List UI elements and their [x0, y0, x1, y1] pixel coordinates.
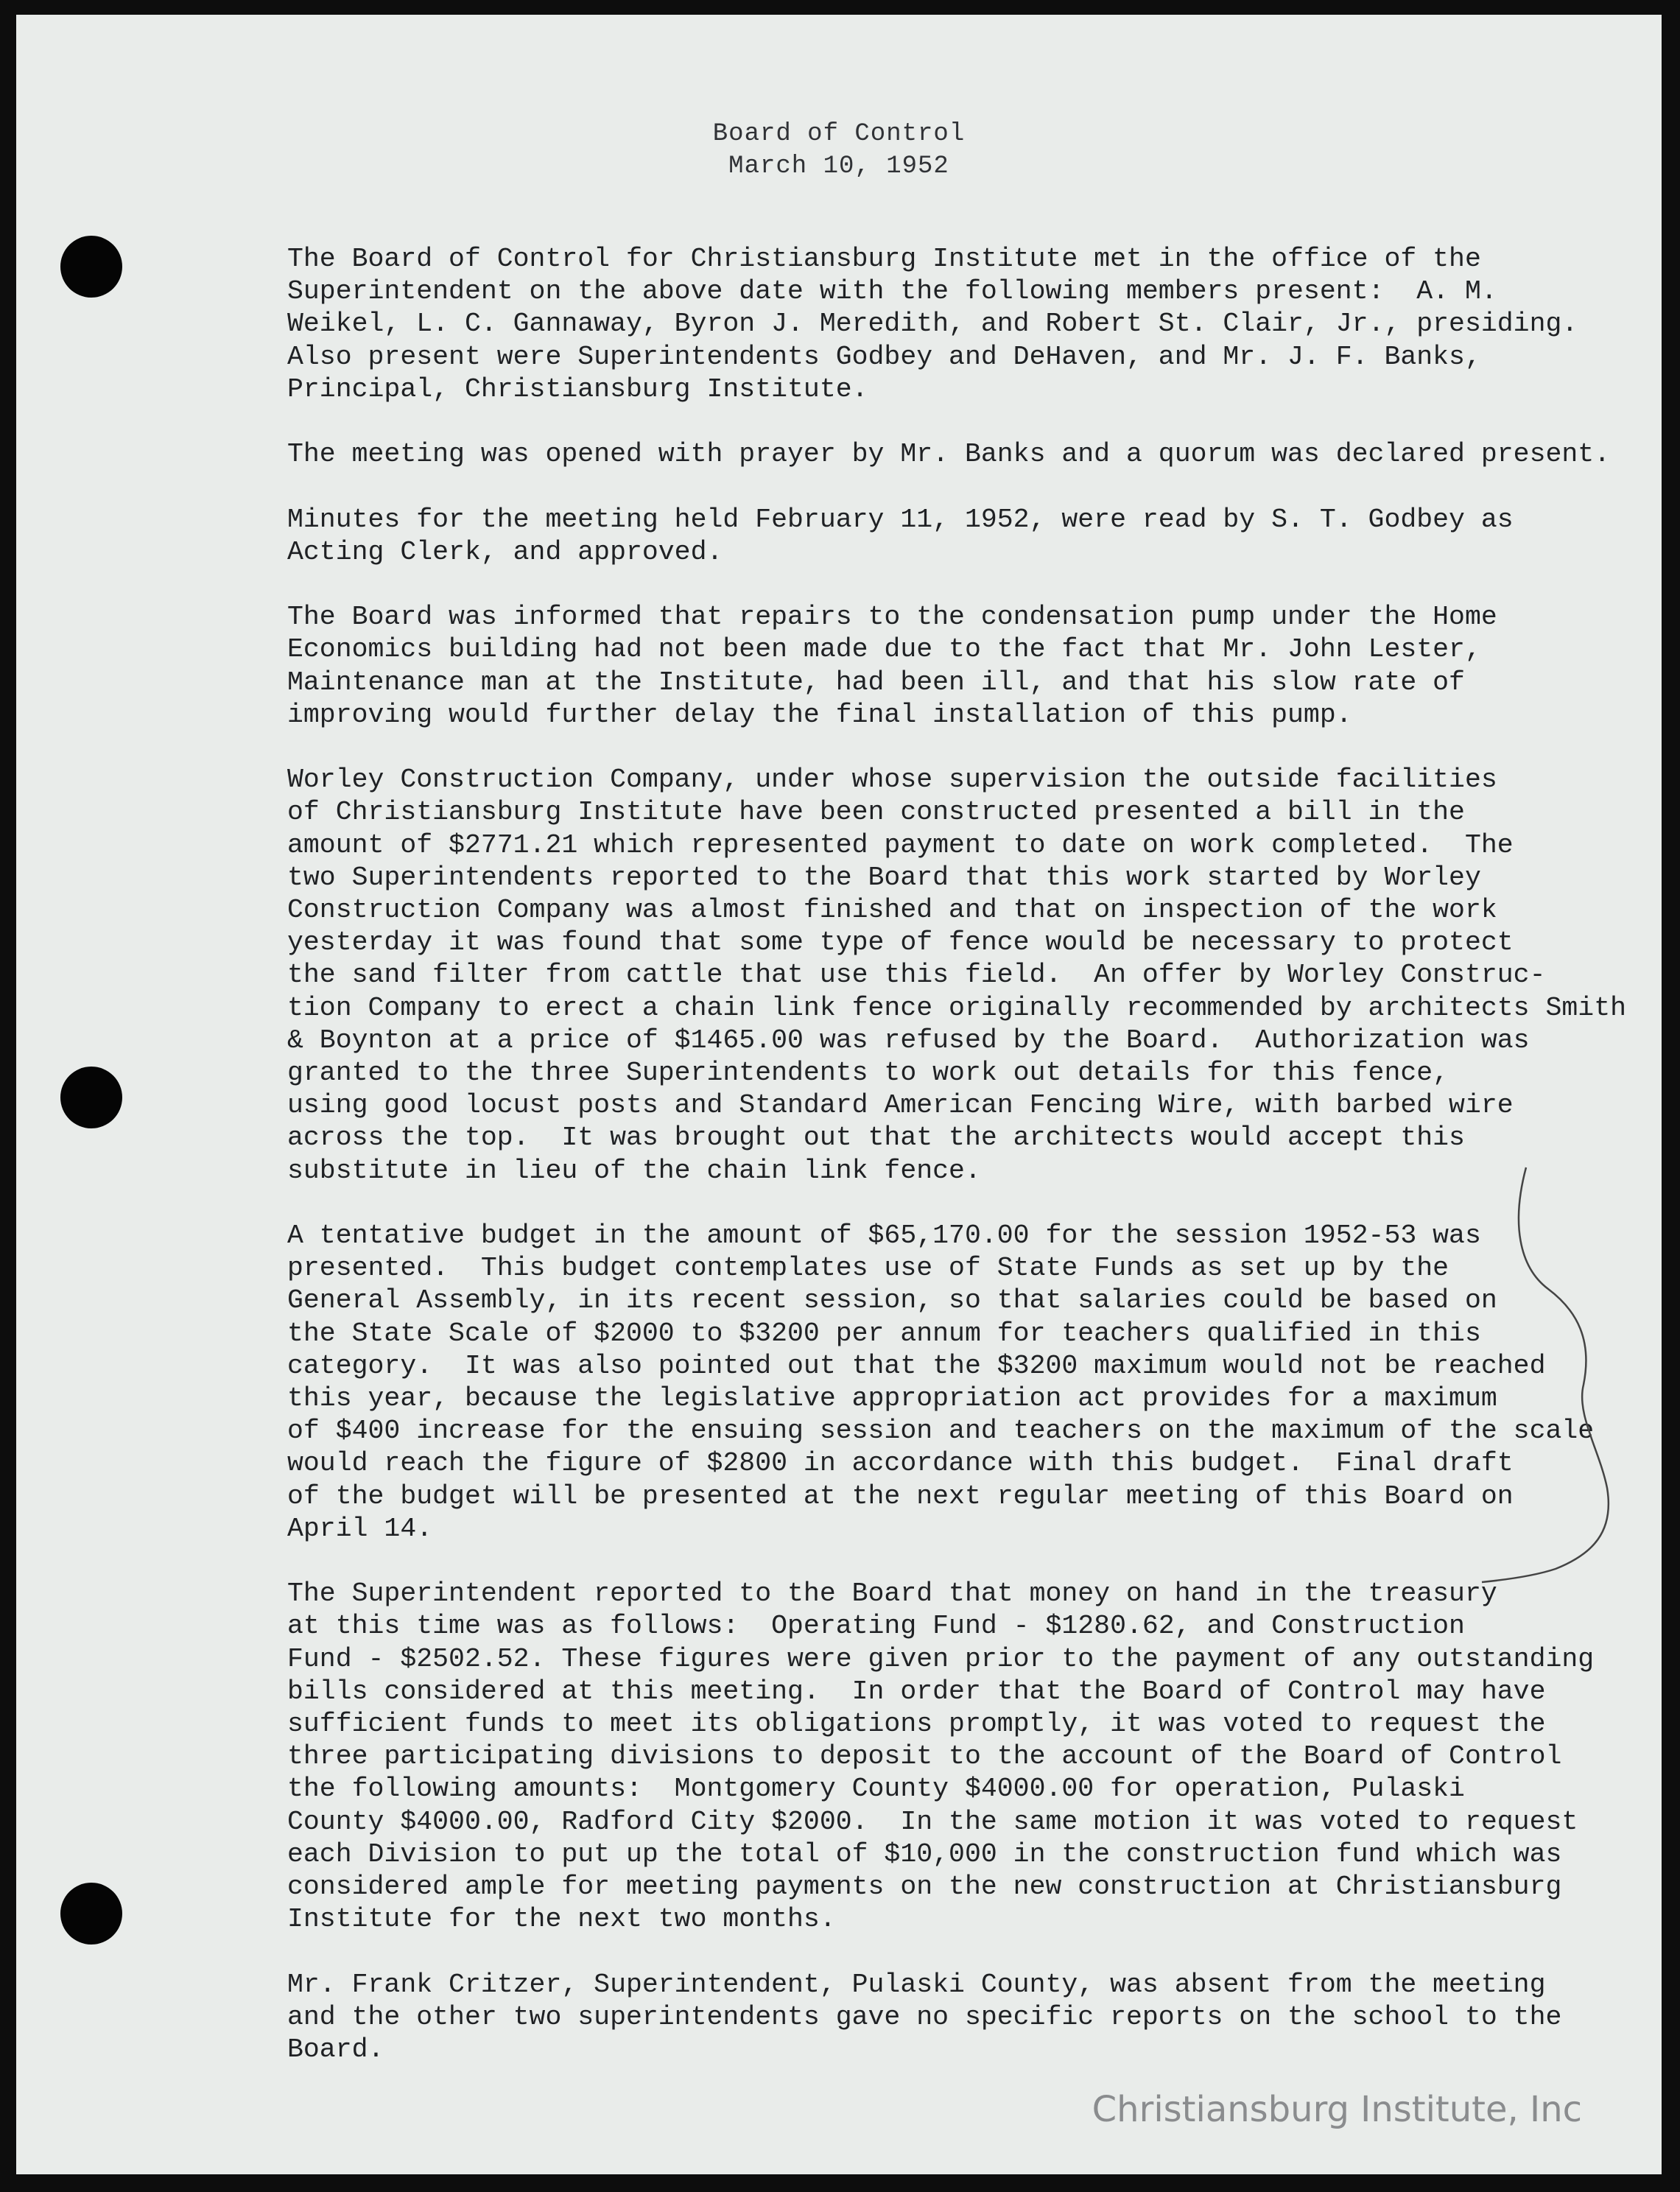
watermark: Christiansburg Institute, Inc: [1092, 2089, 1582, 2130]
punch-hole-middle: [60, 1067, 122, 1128]
punch-hole-top: [60, 236, 122, 298]
paragraph-attendance: The Board of Control for Christiansburg Institute met in the office of the Superintendent on the above date with the following members present: A. M. Weikel, L. C. Gannaway, Byron J. Meredith, and Robert St. Clair, Jr., presiding. Also present were Superintendents Godbey and DeHaven, and Mr. J. F. Banks, Principal, Christiansburg Institute.: [287, 244, 1578, 404]
paragraph-opening: The meeting was opened with prayer by Mr. Banks and a quorum was declared present.: [287, 439, 1611, 470]
paragraph-pump-repairs: The Board was informed that repairs to the condensation pump under the Home Economics building had not been made due to the fact that Mr. John Lester, Maintenance man at the Institute, had been ill, and that his slow rate of improving would further delay the final installation of this pump.: [287, 602, 1497, 730]
heading-date: March 10, 1952: [728, 152, 949, 180]
document-heading: [16, 118, 1662, 183]
punch-hole-bottom: [60, 1883, 122, 1945]
paragraph-minutes: Minutes for the meeting held February 11, 1952, were read by S. T. Godbey as Acting Clerk, and approved.: [287, 504, 1514, 567]
minutes-body: [287, 243, 1628, 2098]
paragraph-construction: Worley Construction Company, under whose supervision the outside facilities of Christiansburg Institute have been constructed presented a bill in the amount of $2771.21 which represented payment to date on work completed. The two Superintendents reported to the Board that this work started by Worley Construction Company was almost finished and that on inspection of the work yesterday it was found that some type of fence would be necessary to protect the sand filter from cattle that use this field. An offer by Worley Construc- tion Company to erect a chain link fence originally recommended by architects Smith & Boynton at a price of $1465.00 was refused by the Board. Authorization was granted to the three Superintendents to work out details for this fence, using good locust posts and Standard American Fencing Wire, with barbed wire across the top. It was brought out that the architects would accept this substitute in lieu of the chain link fence.: [287, 765, 1626, 1186]
paragraph-treasury: The Superintendent reported to the Board that money on hand in the treasury at this time was as follows: Operating Fund - $1280.62, and Construction Fund - $2502.52. These figures were given prior to the payment of any outstanding bills considered at this meeting. In order that the Board of Control may have sufficient funds to meet its obligations promptly, it was voted to request the three participating divisions to deposit to the account of the Board of Control the following amounts: Montgomery County $4000.00 for operation, Pulaski County $4000.00, Radford City $2000. In the same motion it was voted to request each Division to put up the total of $10,000 in the construction fund which was considered ample for meeting payments on the new construction at Christiansburg Institute for the next two months.: [287, 1578, 1595, 1935]
paragraph-reports: Mr. Frank Critzer, Superintendent, Pulaski County, was absent from the meeting and the other two superintendents gave no specific reports on the school to the Board.: [287, 1969, 1562, 2065]
paragraph-budget: A tentative budget in the amount of $65,170.00 for the session 1952-53 was presented. This budget contemplates use of State Funds as set up by the General Assembly, in its recent session, so that salaries could be based on the State Scale of $2000 to $3200 per annum for teachers qualified in this category. It was also pointed out that the $3200 maximum would not be reached this year, because the legislative appropriation act provides for a maximum of $400 increase for the ensuing session and teachers on the maximum of the scale would reach the figure of $2800 in accordance with this budget. Final draft of the budget will be presented at the next regular meeting of this Board on April 14.: [287, 1220, 1595, 1544]
document-page: [16, 15, 1662, 2174]
heading-title: Board of Control: [712, 120, 966, 148]
